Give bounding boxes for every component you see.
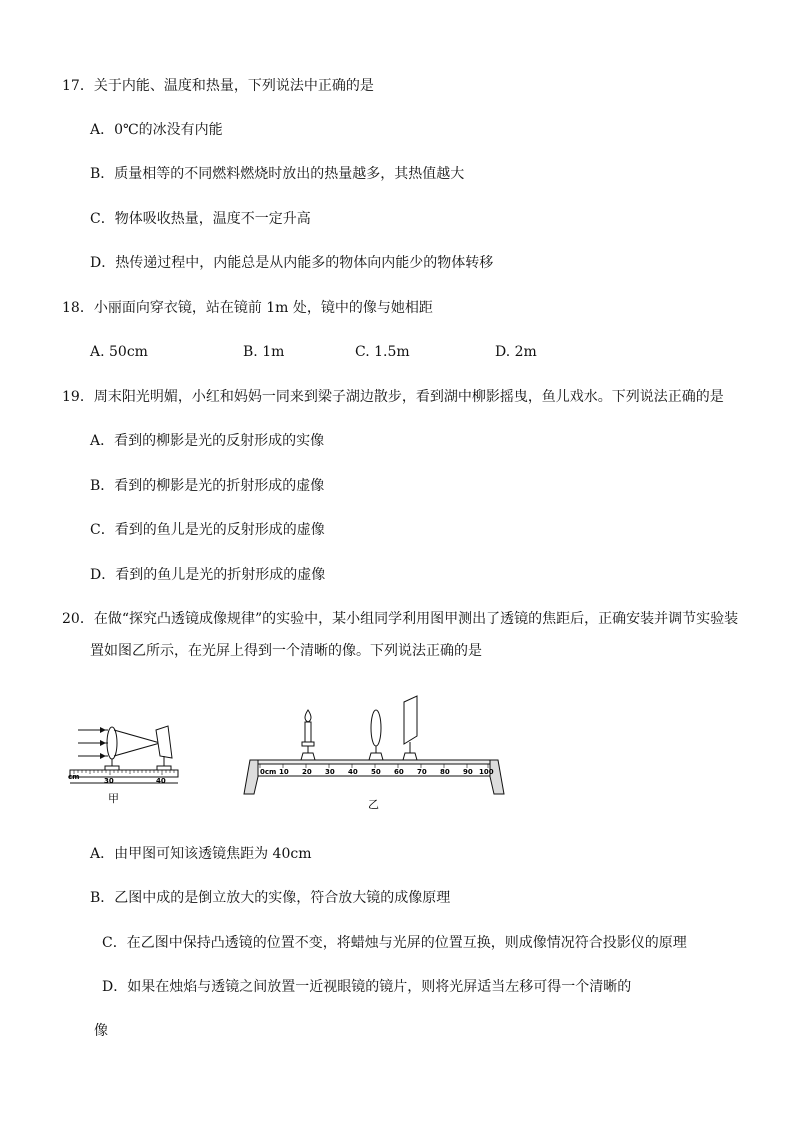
q18-option-d: D. 2m bbox=[495, 344, 537, 360]
q17-stem: 17．关于内能、温度和热量，下列说法中正确的是 bbox=[62, 78, 374, 94]
jia-unit: cm bbox=[68, 773, 80, 781]
figure-yi-label: 乙 bbox=[368, 798, 379, 811]
yi-tick-40: 40 bbox=[348, 768, 358, 776]
q18-option-b: B. 1m bbox=[243, 344, 285, 360]
jia-tick-40: 40 bbox=[156, 777, 166, 785]
q18-option-a: A. 50cm bbox=[90, 344, 148, 360]
q20-stem-line1: 20．在做“探究凸透镜成像规律”的实验中，某小组同学利用图甲测出了透镜的焦距后，正确安装并调节实验装 bbox=[62, 611, 739, 627]
q20-figure bbox=[60, 690, 510, 820]
yi-unit: 0cm bbox=[260, 768, 277, 776]
q19-option-b: B．看到的柳影是光的折射形成的虚像 bbox=[90, 478, 325, 494]
yi-tick-10: 10 bbox=[279, 768, 289, 776]
q20-option-a: A．由甲图可知该透镜焦距为 40cm bbox=[90, 846, 312, 862]
yi-tick-80: 80 bbox=[440, 768, 450, 776]
q19-stem: 19．周末阳光明媚，小红和妈妈一同来到梁子湖边散步，看到湖中柳影摇曳，鱼儿戏水。下列说法正确的是 bbox=[62, 389, 724, 405]
jia-ruler-ticks bbox=[74, 770, 174, 775]
yi-tick-30: 30 bbox=[325, 768, 335, 776]
q20-stem-line2: 置如图乙所示，在光屏上得到一个清晰的像。下列说法正确的是 bbox=[90, 643, 482, 659]
q18-stem: 18．小丽面向穿衣镜，站在镜前 1m 处，镜中的像与她相距 bbox=[62, 300, 433, 316]
yi-tick-60: 60 bbox=[394, 768, 404, 776]
q17-option-a: A．0℃的冰没有内能 bbox=[90, 122, 223, 138]
q19-option-d: D．看到的鱼儿是光的折射形成的虚像 bbox=[90, 567, 326, 583]
q17-option-c: C．物体吸收热量，温度不一定升高 bbox=[90, 211, 311, 227]
q18-option-c: C. 1.5m bbox=[355, 344, 410, 360]
yi-tick-70: 70 bbox=[417, 768, 427, 776]
figure-yi bbox=[244, 696, 504, 794]
yi-tick-100: 100 bbox=[479, 768, 494, 776]
q20-option-b: B．乙图中成的是倒立放大的实像，符合放大镜的成像原理 bbox=[90, 890, 451, 906]
optics-diagram bbox=[60, 690, 510, 820]
q17-option-d: D．热传递过程中，内能总是从内能多的物体向内能少的物体转移 bbox=[90, 255, 494, 271]
jia-tick-30: 30 bbox=[104, 777, 114, 785]
yi-tick-20: 20 bbox=[302, 768, 312, 776]
q19-option-c: C．看到的鱼儿是光的反射形成的虚像 bbox=[90, 522, 325, 538]
q20-option-d-line1: D．如果在烛焰与透镜之间放置一近视眼镜的镜片，则将光屏适当左移可得一个清晰的 bbox=[102, 979, 632, 995]
yi-tick-50: 50 bbox=[371, 768, 381, 776]
q20-option-d-line2: 像 bbox=[94, 1023, 108, 1039]
q19-option-a: A．看到的柳影是光的反射形成的实像 bbox=[90, 433, 325, 449]
q20-option-c: C．在乙图中保持凸透镜的位置不变，将蜡烛与光屏的位置互换，则成像情况符合投影仪的原理 bbox=[102, 935, 687, 951]
figure-jia-label: 甲 bbox=[108, 792, 119, 805]
yi-tick-90: 90 bbox=[463, 768, 473, 776]
q17-option-b: B．质量相等的不同燃料燃烧时放出的热量越多，其热值越大 bbox=[90, 166, 465, 182]
